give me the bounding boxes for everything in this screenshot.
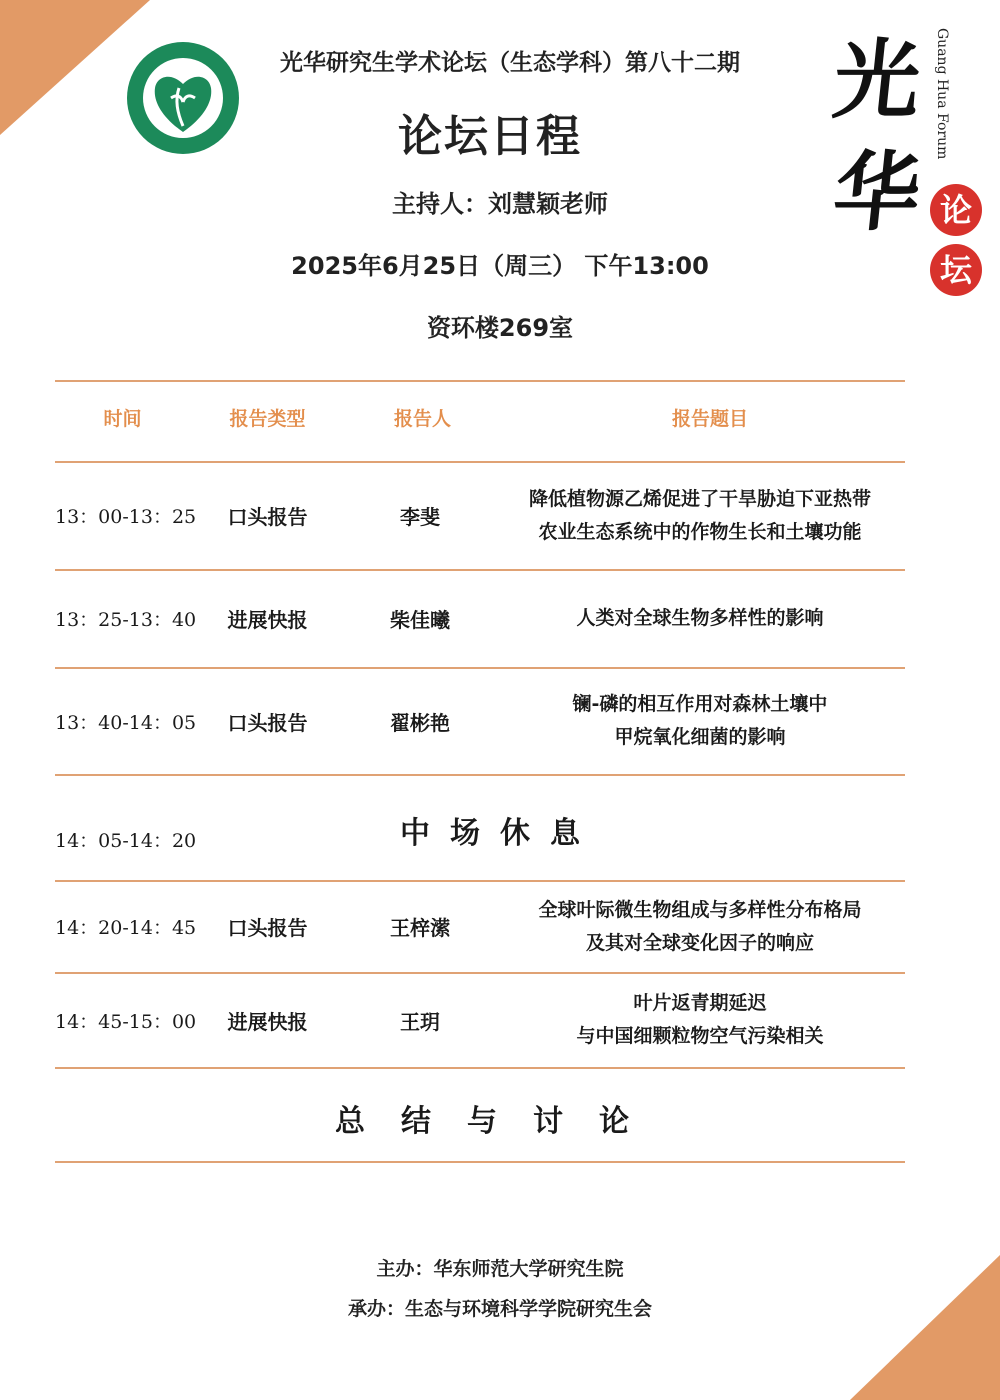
table-row bbox=[0, 881, 1000, 972]
co-organizer-line: 承办：生态与环境科学学院研究生会 bbox=[347, 1298, 652, 1320]
row-time: 13：00-13：25 bbox=[55, 506, 197, 528]
row-type: 进展快报 bbox=[227, 608, 308, 632]
row-title-line-2: 与中国细颗粒物空气污染相关 bbox=[576, 1025, 824, 1047]
row-title-line-1: 降低植物源乙烯促进了干旱胁迫下亚热带 bbox=[528, 487, 871, 510]
row-type: 口头报告 bbox=[227, 916, 308, 940]
organizer-line: 主办：华东师范大学研究生院 bbox=[376, 1258, 624, 1280]
table-row bbox=[0, 462, 1000, 569]
red-seal-2: 坛 bbox=[930, 244, 982, 296]
corner-decoration-bottom-right bbox=[850, 1255, 1000, 1400]
row-speaker: 李斐 bbox=[400, 505, 440, 529]
column-header-time: 时间 bbox=[103, 408, 142, 430]
row-type: 口头报告 bbox=[227, 710, 308, 735]
row-type: 口头报告 bbox=[227, 505, 308, 529]
forum-series-title: 光华研究生学术论坛（生态学科）第八十二期 bbox=[280, 50, 740, 76]
row-title-line-2: 及其对全球变化因子的响应 bbox=[585, 931, 814, 954]
row-title-line-1: 人类对全球生物多样性的影响 bbox=[576, 607, 824, 629]
page-title: 论坛日程 bbox=[398, 111, 582, 162]
table-row bbox=[0, 668, 1000, 774]
table-divider bbox=[55, 1067, 905, 1069]
column-header-title: 报告题目 bbox=[671, 408, 748, 430]
row-title bbox=[500, 668, 900, 774]
row-title bbox=[500, 881, 900, 972]
event-datetime: 2025年6月25日（周三） 下午13:00 bbox=[291, 252, 709, 280]
table-row bbox=[0, 570, 1000, 667]
summary-discussion-label: 总结与讨论 bbox=[335, 1104, 665, 1139]
brand-english-name: Guang Hua Forum bbox=[934, 28, 950, 160]
row-title-line-1: 叶片返青期延迟 bbox=[633, 992, 767, 1014]
row-speaker: 翟彬艳 bbox=[390, 710, 450, 735]
break-time: 14：05-14：20 bbox=[55, 830, 197, 852]
row-speaker: 王玥 bbox=[400, 1009, 440, 1034]
row-title-line-2: 甲烷氧化细菌的影响 bbox=[614, 726, 786, 748]
table-row bbox=[0, 973, 1000, 1067]
host-info: 主持人：刘慧颖老师 bbox=[392, 190, 608, 218]
red-seal-1: 论 bbox=[930, 184, 982, 236]
brand-calligraphy-char-1: 光 bbox=[828, 30, 926, 131]
row-title bbox=[500, 973, 900, 1067]
column-header-speaker: 报告人 bbox=[393, 408, 451, 430]
table-divider bbox=[55, 380, 905, 382]
row-title-line-2: 农业生态系统中的作物生长和土壤功能 bbox=[538, 520, 862, 543]
brand-calligraphy-char-2: 华 bbox=[828, 142, 926, 243]
row-title bbox=[500, 462, 900, 569]
row-speaker: 王梓潆 bbox=[390, 916, 450, 940]
row-time: 13：40-14：05 bbox=[55, 711, 197, 734]
row-title bbox=[500, 570, 900, 667]
row-type: 进展快报 bbox=[227, 1009, 308, 1034]
row-title-line-1: 镧-磷的相互作用对森林土壤中 bbox=[572, 693, 828, 715]
row-time: 13：25-13：40 bbox=[55, 609, 197, 631]
row-title-line-1: 全球叶际微生物组成与多样性分布格局 bbox=[538, 898, 862, 921]
row-speaker: 柴佳曦 bbox=[390, 608, 450, 632]
break-label: 中场休息 bbox=[400, 816, 600, 851]
row-time: 14：20-14：45 bbox=[55, 917, 197, 939]
row-time: 14：45-15：00 bbox=[55, 1010, 197, 1033]
school-logo-emblem bbox=[125, 40, 241, 156]
event-venue: 资环楼269室 bbox=[426, 314, 574, 342]
table-divider bbox=[55, 1161, 905, 1163]
column-header-type: 报告类型 bbox=[229, 408, 306, 430]
